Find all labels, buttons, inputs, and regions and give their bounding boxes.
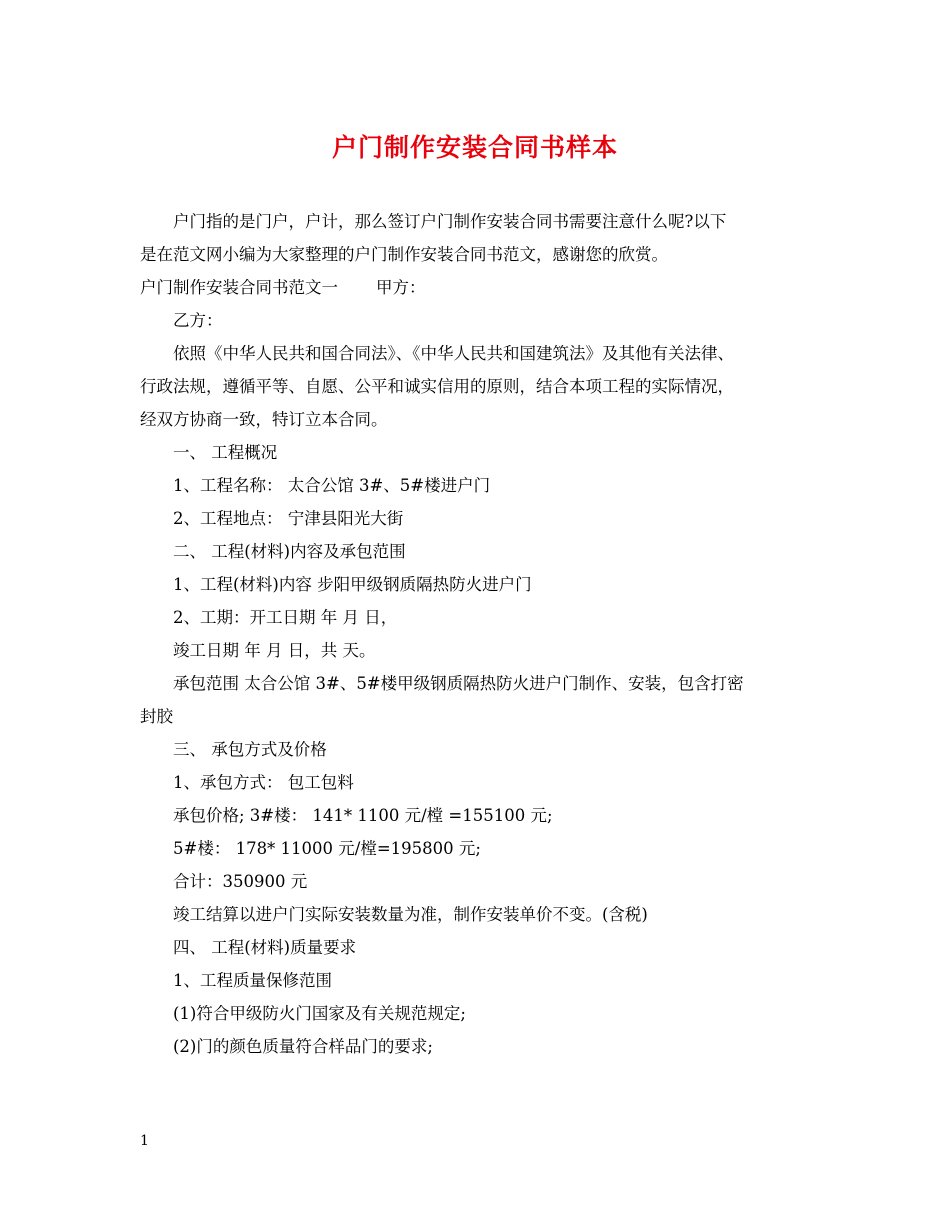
document-body	[140, 205, 840, 1063]
paragraph-line	[140, 898, 840, 931]
paragraph-line	[140, 238, 840, 271]
line-text: 是在范文网小编为大家整理的户门制作安装合同书范文，感谢您的欣赏。	[140, 245, 668, 264]
line-text: 三、 承包方式及价格	[173, 740, 327, 759]
page-number: 1	[140, 1133, 149, 1149]
line-text: 1、工程名称： 太合公馆 3#、5#楼进户门	[173, 476, 491, 495]
line-text: (2)门的颜色质量符合样品门的要求;	[173, 1037, 433, 1056]
paragraph-line	[140, 403, 840, 436]
line-text: 2、工期：开工日期 年 月 日，	[173, 608, 398, 627]
paragraph-line	[140, 271, 840, 304]
paragraph-line	[140, 370, 840, 403]
line-text: 1、工程(材料)内容 步阳甲级钢质隔热防火进户门	[173, 575, 532, 594]
paragraph-line	[140, 436, 840, 469]
line-text: 户门制作安装合同书范文一	[140, 278, 338, 297]
paragraph-line	[140, 667, 840, 700]
line-text: 竣工日期 年 月 日，共 天。	[173, 641, 376, 660]
paragraph-line	[140, 535, 840, 568]
line-text: 2、工程地点： 宁津县阳光大街	[173, 509, 404, 528]
paragraph-line	[140, 337, 840, 370]
line-text: 合计：350900 元	[173, 872, 308, 891]
line-text: 1、工程质量保修范围	[173, 971, 332, 990]
paragraph-line	[140, 766, 840, 799]
line-text: 一、 工程概况	[173, 443, 278, 462]
line-text: 封胶	[140, 707, 173, 726]
paragraph-line	[140, 1030, 840, 1063]
paragraph-line	[140, 469, 840, 502]
line-text: 5#楼： 178* 11000 元/樘=195800 元;	[173, 839, 481, 858]
line-text: 二、 工程(材料)内容及承包范围	[173, 542, 406, 561]
paragraph-line	[140, 865, 840, 898]
line-text-secondary: 甲方：	[376, 278, 426, 297]
paragraph-line	[140, 799, 840, 832]
paragraph-line	[140, 931, 840, 964]
line-text: 四、 工程(材料)质量要求	[173, 938, 357, 957]
line-text: (1)符合甲级防火门国家及有关规范规定;	[173, 1004, 466, 1023]
paragraph-line	[140, 997, 840, 1030]
paragraph-line	[140, 733, 840, 766]
line-text: 竣工结算以进户门实际安装数量为准，制作安装单价不变。(含税)	[173, 905, 648, 924]
line-text: 承包价格; 3#楼： 141* 1100 元/樘 =155100 元;	[173, 806, 553, 825]
paragraph-line	[140, 634, 840, 667]
line-text: 承包范围 太合公馆 3#、5#楼甲级钢质隔热防火进户门制作、安装，包含打密	[173, 674, 744, 693]
paragraph-line	[140, 700, 840, 733]
paragraph-line	[140, 502, 840, 535]
line-text: 1、承包方式： 包工包料	[173, 773, 354, 792]
paragraph-line	[140, 601, 840, 634]
paragraph-line	[140, 205, 840, 238]
document-title: 户门制作安装合同书样本	[331, 133, 618, 162]
paragraph-line	[140, 964, 840, 997]
paragraph-line	[140, 304, 840, 337]
line-text: 依照《中华人民共和国合同法》、《中华人民共和国建筑法》及其他有关法律、	[173, 344, 734, 363]
line-text: 行政法规，遵循平等、自愿、公平和诚实信用的原则，结合本项工程的实际情况，	[140, 377, 734, 396]
line-text: 户门指的是门户，户计，那么签订户门制作安装合同书需要注意什么呢?以下	[173, 212, 727, 231]
line-text: 经双方协商一致，特订立本合同。	[140, 410, 388, 429]
line-text: 乙方：	[173, 311, 223, 330]
paragraph-line	[140, 568, 840, 601]
paragraph-line	[140, 832, 840, 865]
